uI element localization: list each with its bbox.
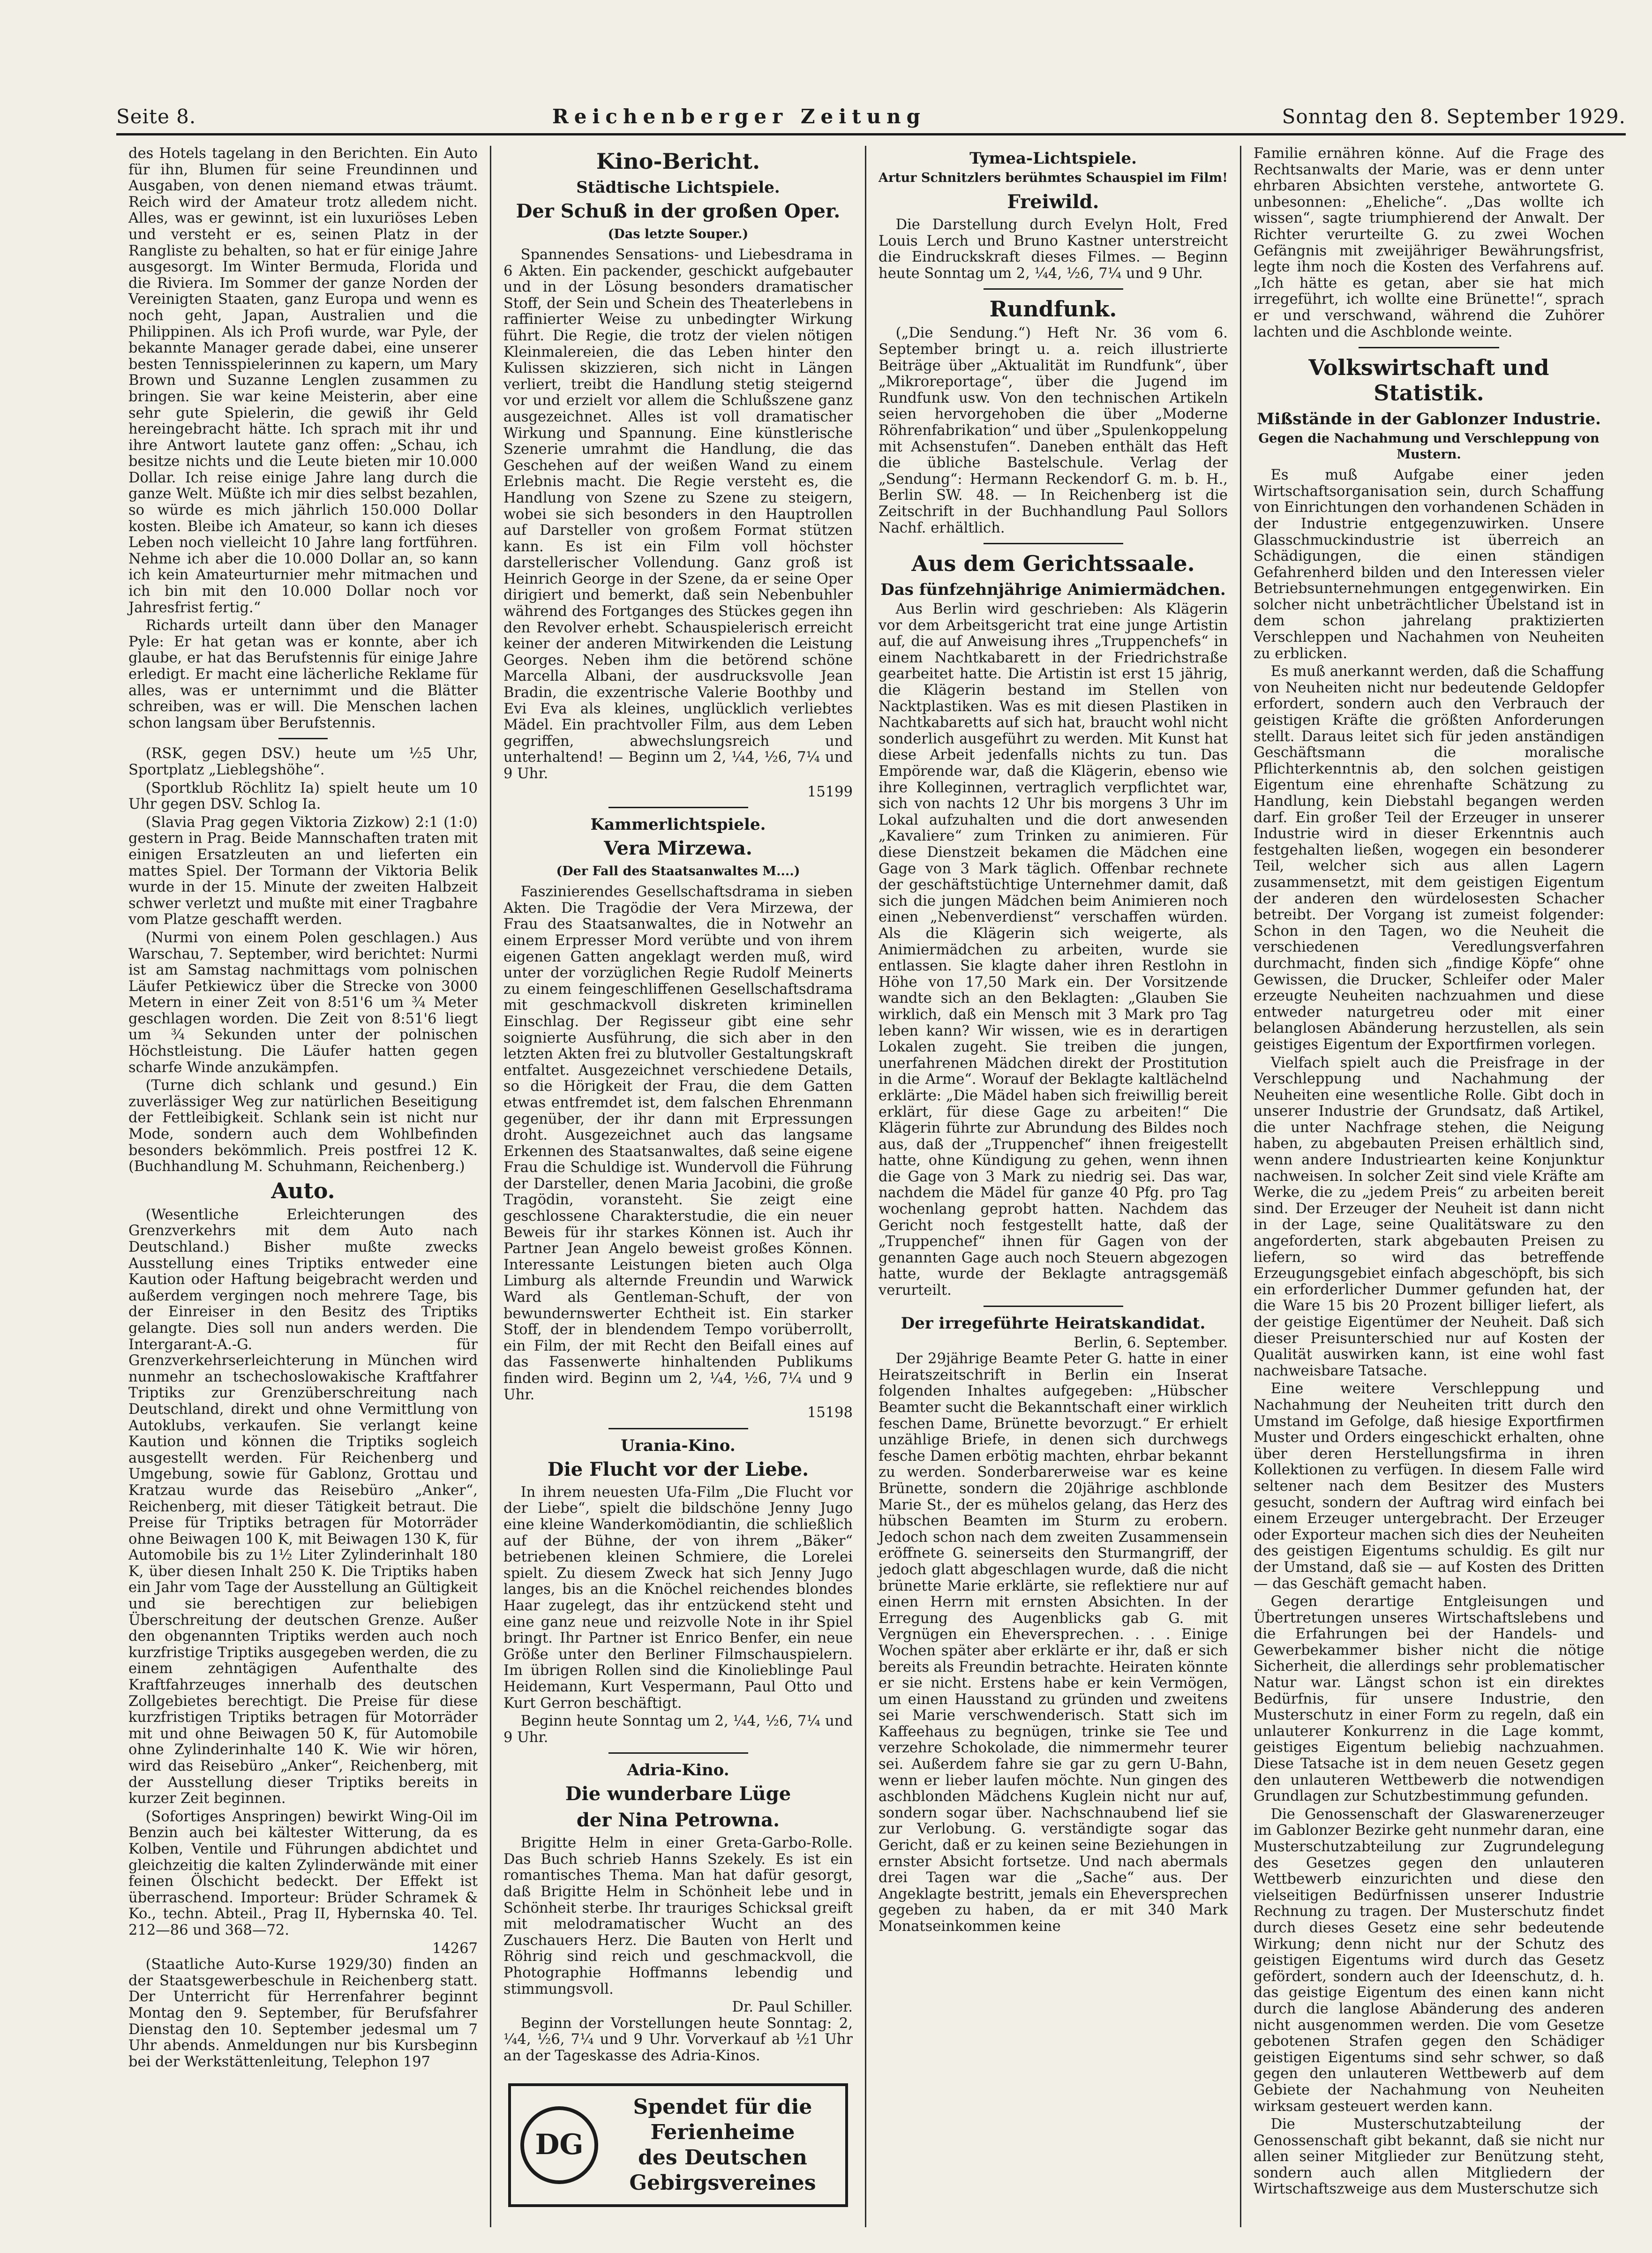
divider [608,1752,748,1754]
article-text: Die Musterschutzabteilung der Genossenschaft gibt bekannt, daß sie nicht nur allen seiner Mitglieder zur Benützung steht, sondern auch allen Mitgliedern der Wirtschaftszweige aus dem Musterschutze sich [1254,2116,1604,2198]
cinema-name: Adria-Kino. [627,1761,729,1780]
column-4 [1241,146,1616,2227]
article-text: des Hotels tagelang in den Berichten. Ein Auto für ihn, Blumen für seine Freundinnen und Ausgaben, von denen niemand etwas träumt. Reich wird der Amateur trotz alledem nicht. Alles, was er gewinnt, ist ein luxuriöses Leben und versteht er es, seinen Platz in der Rangliste zu behalten, so hat er für einige Jahre ausgesorgt. Im Winter Bermuda, Florida und die Riviera. Im Sommer der ganze Norden der Vereinigten Staaten, ganz Europa und wenn es noch geht, Japan, Australien und die Philippinen. Als ich Profi wurde, war Pyle, der bekannte Manager gerade dabei, eine unserer besten Tennisspielerinnen zu kapern, um Mary Brown und Suzanne Lenglen zusammen zu bringen. Sie war keine Meisterin, aber eine sehr gute Spielerin, die gewiß ihr Geld hereingebracht hätte. Ich sprach mit ihr und ihre Antwort lautete ganz offen: „Schau, ich besitze nichts und die Leute bieten mir 10.000 Dollar. Ich reise einige Jahre lang durch die ganze Welt. Müßte ich mir dies selbst bezahlen, so würde es mich jährlich 150.000 Dollar kosten. Bleibe ich Amateur, so kann ich dieses Leben noch vielleicht 10 Jahre lang fortführen. Nehme ich aber die 10.000 Dollar an, so kann ich kein Amateurturnier mehr mitmachen und ich bin mit den 10.000 Dollar noch vor Jahresfrist fertig.“ [128,146,478,616]
article-text: Es muß Aufgabe einer jeden Wirtschaftsorganisation sein, durch Schaffung von Einrichtungen den vorhandenen Schäden in der Industrie entgegenzuwirken. Unsere Glasschmuckindustrie ist überreich an Schädigungen, die einen ständigen Gefahrenherd bilden und den Interessen vieler Betriebsunternehmungen entgegenwirken. Ein solcher nicht unbeträchtlicher Übelstand ist in dem schon jahrelang praktizierten Verschleppen und Nachahmen von Neuheiten zu erblicken. [1254,467,1604,662]
article-text: Richards urteilt dann über den Manager Pyle: Er hat getan was er konnte, aber ich glaube, er hat das Berufstennis für einige Jahre erledigt. Er macht eine lächerliche Reklame für alles, was er unternimmt und die Blätter schreiben, was er will. Die Menschen lachen schon langsam über Berufstennis. [128,617,478,731]
columns [116,146,1626,2227]
film-title: Die wunderbare Lüge [565,1783,791,1805]
review-text: Beginn der Vorstellungen heute Sonntag: 2, ¼4, ½6, 7¼ und 9 Uhr. Vorverkauf ab ½1 Uhr an der Tageskasse des Adria-Kinos. [503,2015,853,2064]
film-title: Die Flucht vor der Liebe. [547,1458,809,1480]
review-text: In ihrem neuesten Ufa-Film „Die Flucht vor der Liebe“, spielt die bildschöne Jenny Jugo eine kleine Wanderkomödiantin, die schließlich auf der Bühne, der von ihrem „Bäker“ betriebenen kleinen Schmiere, die Lorelei spielt. Zu diesem Zweck hat sich Jenny Jugo langes, bis an die Knöchel reichendes blondes Haar zugelegt, das ihr entzückend steht und eine ganz neue und reizvolle Note in ihr Spiel bringt. Ihr Partner ist Enrico Benfer, ein neue Größe unter den Berliner Filmschauspielern. Im übrigen Rollen sind die Kinolieblinge Paul Heidemann, Kurt Vespermann, Paul Otto und Kurt Gerron beschäftigt. [503,1484,853,1712]
film-subtitle: (Der Fall des Staatsanwaltes M....) [556,864,800,879]
ad-line: des Deutschen [638,2145,807,2170]
article-subheadline: Gegen die Nachahmung und Verschleppung von Mustern. [1258,431,1599,462]
cinema-name: Städtische Lichtspiele. [576,178,780,197]
article-text: („Die Sendung.“) Heft Nr. 36 vom 6. September bringt u. a. reich illustrierte Beiträge über „Aktualität im Rundfunk“, über „Mikroreportage“, über die Jugend im Rundfunk usw. Von den technischen Artikeln seien hervorgehoben die über „Moderne Röhrenfabrikation“ und über „Spulenkoppelung mit Achsenstufen“. Daneben enthält das Heft die übliche Bastelschule. Verlag der „Sendung“: Hermann Reckendorf G. m. b. H., Berlin SW. 48. — In Reichenberg ist die Zeitschrift in der Buchhandlung Paul Sollors Nachf. erhältlich. [879,325,1228,536]
film-subtitle: (Das letzte Souper.) [608,227,749,241]
article-text: Eine weitere Verschleppung und Nachahmung der Neuheiten tritt durch den Umstand im Gefolge, daß hiesige Exportfirmen Muster und Orders eingeschickt erhalten, ohne über deren Herstellungsfirma in ihren Kollektionen zu verfügen. In diesem Falle wird seltener nach dem Besitzer des Musters gesucht, sondern der Auftrag wird einfach bei einem Erzeuger untergebracht. Der Erzeuger oder Exporteur machen sich dies der Neuheiten des geistigen Eigentums schuldig. Es gilt nur der Umstand, daß sie — auf Kosten des Dritten — das Geschäft gemacht haben. [1254,1381,1604,1592]
film-subtitle: Artur Schnitzlers berühmtes Schauspiel im Film! [879,171,1228,185]
review-text: Faszinierendes Gesellschaftsdrama in sieben Akten. Die Tragödie der Vera Mirzewa, der Frau des Staatsanwaltes, die in Notwehr an einem Erpresser Mord verübte und von ihrem eigenen Gatten angeklagt werden muß, wird unter der vorzüglichen Regie Rudolf Meinerts zu einem feingeschliffenen Gesellschaftsdrama mit geschmackvoll diskreten kriminellen Einschlag. Der Regisseur gibt eine sehr soignierte Ausführung, die sich aber in den letzten Akten frei zu blutvoller Gestaltungskraft entfaltet. Ausgezeichnet verschiedene Details, so die Hörigkeit der Frau, die dem Gatten etwas entfremdet ist, dem falschen Ehrenmann gegenüber, der ihr dann mit Erpressungen droht. Ausgezeichnet auch das langsame Erkennen des Staatsanwaltes, daß seine eigene Frau die Schuldige ist. Wundervoll die Führung der Darsteller, denen Maria Jacobini, die große Tragödin, voransteht. Sie zeigt eine geschlossene Charakterstudie, die ein neuer Beweis für ihr starkes Können ist. Auch ihr Partner Jean Angelo beweist großes Können. Interessante Leistungen bieten auch Olga Limburg als alternde Freundin und Warwick Ward als Gentleman-Schuft, der von bewundernswerter Echtheit ist. Ein starker Stoff, der in blendendem Tempo vorüberrollt, ein Film, der mit Recht den Beifall eines auf das Fassenwerte hinhaltenden Publikums finden wird. Beginn um 2, ¼4, ½6, 7¼ und 9 Uhr. [503,884,853,1403]
issue-date: Sonntag den 8. September 1929. [1282,105,1626,128]
article-headline: Das fünfzehnjährige Animiermädchen. [880,580,1226,600]
cinema-name: Tymea-Lichtspiele. [969,149,1137,168]
ad-line: Spendet für die [633,2095,812,2119]
article-text: (Staatliche Auto-Kurse 1929/30) finden an der Staatsgewerbeschule in Reichenberg statt. Der Unterricht für Herrenfahrer beginnt Montag den 9. September, für Berufsfahrer Dienstag den 10. September jedesmal um 7 Uhr abends. Anmeldungen nur bis Kursbeginn bei der Werkstättenleitung, Telephon 197 [128,1956,478,2070]
divider [1359,347,1499,348]
newspaper-title: Reichenberger Zeitung [552,105,926,128]
review-text: Spannendes Sensations- und Liebesdrama in 6 Akten. Ein packender, geschickt aufgebauter und in der Lösung besonders dramatischer Stoff, der Sein und Schein des Theaterlebens in raffinierter Weise zu unbedingter Wirkung führt. Die Regie, die trotz der vielen nötigen Kleinmalereien, die das Leben hinter den Kulissen skizzieren, sich nicht in Längen verliert, treibt die Handlung stetig steigernd vor und erzielt vor allem die Schlußszene ganz ausgezeichnet. Alles ist voll dramatischer Wirkung und Spannung. Eine künstlerische Szenerie umrahmt die Handlung, die das Geschehen auf der weißen Wand zu einem Erlebnis macht. Die Regie versteht es, die Handlung von Szene zu Szene zu steigern, wobei sie sich besonders in den Hauptrollen auf Darsteller von großem Format stützen kann. Es ist ein Film voll höchster darstellerischer Vollendung. Ganz groß ist Heinrich George in der Szene, da er seine Oper dirigiert und bemerkt, daß sein Nebenbuhler während des Fortganges des Stückes gegen ihn den Revolver erhebt. Schauspielerisch erreicht keiner der anderen Mitwirkenden die Leistung Georges. Neben ihm die betörend schöne Marcella Albani, der ausdrucksvolle Jean Bradin, die exzentrische Valerie Boothby und Evi Eva als kleines, unglücklich verliebtes Mädel. Ein prachtvoller Film, aus dem Leben gegriffen, abwechslungsreich und unterhaltend! — Beginn um 2, ¼4, ½6, 7¼ und 9 Uhr. [503,247,853,782]
dateline: Berlin, 6. September. [1074,1334,1228,1351]
review-author: Dr. Paul Schiller. [732,1999,853,2016]
sport-notice: (Sportklub Röchlitz Ia) spielt heute um 10 Uhr gegen DSV. Schlog Ia. [128,780,478,813]
masthead [116,107,1626,135]
section-title-auto: Auto. [271,1178,335,1203]
article-text: Familie ernähren könne. Auf die Frage des Rechtsanwalts der Marie, was er denn unter ehrbaren Absichten verstehe, antwortete G. unbesonnen: „Eheliche“. „Das wollte ich wissen“, sagte triumphierend der Anwalt. Der Richter verurteilte G. zu zwei Wochen Gefängnis mit zweijähriger Bewährungsfrist, legte ihm noch die Kosten des Verfahrens auf. „Ich hätte es getan, aber sie hat mich irregeführt, ich wollte eine Brünette!“, sprach er und verschwand, während die Zuhörer lachten und die Aschblonde weinte. [1254,146,1604,340]
cinema-name: Urania-Kino. [621,1436,736,1455]
article-text: Aus Berlin wird geschrieben: Als Klägerin vor dem Arbeitsgericht trat eine junge Artistin auf, die auf Anweisung ihres „Truppenchefs“ in einem Nachtkabarett in der Friedrichstraße gearbeitet hatte. Die Artistin ist erst 15 jährig, die Klägerin bestand im Stellen von Nacktplastiken. Was es mit diesen Plastiken in Nachtkabaretts auf sich hat, braucht wohl nicht sonderlich ausgeführt zu werden. Mit Kunst hat diese Arbeit jedenfalls nichts zu tun. Das Empörende war, daß die Klägerin, ebenso wie ihre Kolleginnen, vertraglich verpflichtet war, sich von nachts 12 Uhr bis morgens 3 Uhr im Lokal aufzuhalten und die dort anwesenden „Kavaliere“ zum Trinken zu animieren. Für diese Dienstzeit bekamen die Mädchen eine Gage von 3 Mark täglich. Offenbar rechnete der geschäftstüchtige Unternehmer damit, daß sich die jungen Mädchen beim Animieren noch einen „Nebenverdienst“ verschaffen würden. Als die Klägerin sich weigerte, als Animiermädchen zu arbeiten, wurde sie entlassen. Sie klagte daher ihren Restlohn in Höhe von 17,50 Mark ein. Der Vorsitzende wandte sich an den Beklagten: „Glauben Sie wirklich, daß ein Mensch mit 3 Mark pro Tag leben kann? Wir wissen, wie es in derartigen Lokalen zugeht. Sie treiben die jungen, unerfahrenen Mädchen direkt der Prostitution in die Arme“. Worauf der Beklagte kaltlächelnd erklärte: „Die Mädel haben sich freiwillig bereit erklärt, für diese Gage zu arbeiten!“ Die Klägerin führte zur Abrundung des Bildes noch aus, daß der „Truppenchef“ ihnen freigestellt hatte, ohne Kündigung zu gehen, wenn ihnen die Gage von 3 Mark zu niedrig sei. Das war, nachdem die Mädel für ganze 40 Pfg. pro Tag wochenlang geprobt hatten. Nachdem das Gericht noch festgestellt hatte, daß der „Truppenchef“ ihnen für Gagen von der genannten Gage auch noch Steuern abgezogen hatte, wurde der Beklagte antragsgemäß verurteilt. [879,601,1228,1299]
section-title-court: Aus dem Gerichtssaale. [911,551,1195,577]
review-text: Beginn heute Sonntag um 2, ¼4, ½6, 7¼ und 9 Uhr. [503,1713,853,1746]
section-title-rundfunk: Rundfunk. [989,296,1117,322]
page-number: Seite 8. [116,105,196,128]
review-text: Die Darstellung durch Evelyn Holt, Fred Louis Lerch und Bruno Kastner unterstreicht die Eindruckskraft dieses Filmes. — Beginn heute Sonntag um 2, ¼4, ½6, 7¼ und 9 Uhr. [879,217,1228,282]
film-title: Vera Mirzewa. [604,837,752,860]
article-text: Vielfach spielt auch die Preisfrage in der Verschleppung und Nachahmung der Neuheiten eine wesentliche Rolle. Gibt doch in unserer Industrie der Grundsatz, daß Artikel, die unter Nachfrage stehen, die Neigung haben, zu abgebauten Preisen erhältlich sind, wenn andere Industriearten keine Konjunktur nachweisen. In solcher Zeit sind viele Kräfte am Werke, die zu „jedem Preis“ zu arbeiten bereit sind. Der Erzeuger der Neuheit ist dann nicht in der Lage, seine Qualitätsware zu den angeforderten, stark abgebauten Preisen zu liefern, so wird das betreffende Erzeugungsgebiet einfach abgeschöpft, bis sich ein erforderlicher Dummer gefunden hat, der die Ware 15 bis 20 Prozent billiger liefert, als der geistige Eigentümer der Neuheit. Daß sich dieser Preisunterschied nur auf Kosten der Qualität auswirken kann, ist eine wohl fast nachweisbare Tatsache. [1254,1054,1604,1379]
sport-notice: (Turne dich schlank und gesund.) Ein zuverlässiger Weg zur natürlichen Beseitigung der Fettleibigkeit. Schlank sein ist nicht nur Mode, sondern auch dem Wohlbefinden besonders bekömmlich. Preis postfrei 12 K. (Buchhandlung M. Schuhmann, Reichenberg.) [128,1077,478,1175]
article-text: (Wesentliche Erleichterungen des Grenzverkehrs mit dem Auto nach Deutschland.) Bisher mußte zwecks Ausstellung eines Triptiks entweder eine Kaution oder Haftung beigebracht werden und außerdem vergingen noch mehrere Tage, bis der Einreiser in den Besitz des Triptiks gelangte. Dies soll nun anders werden. Die Intergarant-A.-G. für Grenzverkehrserleichterung in München wird nunmehr an tschechoslowakische Kraftfahrer Triptiks zur Grenzüberschreitung nach Deutschland, direkt und ohne Vermittlung von Autoklubs, verkaufen. Sie verlangt keine Kaution und können die Triptiks sogleich ausgestellt werden. Für Reichenberg und Umgebung, sowie für Gablonz, Grottau und Kratzau wurde das Reisebüro „Anker“, Reichenberg, mit dieser Tätigkeit betraut. Die Preise für Triptiks betragen für Motorräder ohne Beiwagen 100 K, mit Beiwagen 130 K, für Automobile bis zu 1½ Liter Zylinderinhalt 180 K, über diesen Inhalt 250 K. Die Triptiks haben ein Jahr vom Tage der Ausstellung an Gültigkeit und sie berechtigen zur beliebigen Überschreitung der deutschen Grenze. Außer den obgenannten Triptiks werden auch noch kurzfristige Triptiks ausgegeben werden, die zu einem zehntägigen Aufenthalte des Kraftfahrzeuges innerhalb des deutschen Zollgebietes berechtigt. Die Preise für diese kurzfristigen Triptiks betragen für Motorräder mit und ohne Beiwagen 50 K, für Automobile ohne Zylinderinhalte 140 K. Wie wir hören, wird das Reisebüro „Anker“, Reichenberg, mit der Ausstellung dieser Triptiks bereits in kurzer Zeit beginnen. [128,1206,478,1807]
article-text: Der 29jährige Beamte Peter G. hatte in einer Heiratszeitschrift in Berlin ein Inserat folgenden Inhaltes aufgegeben: „Hübscher Beamter sucht die Bekanntschaft einer wirklich feschen Dame, Brünette bevorzugt.“ Er erhielt unzählige Briefe, in denen sich durchwegs fesche Damen erbötig machten, ehrbar bekannt zu werden. Sonderbarerweise war es keine Brünette, sondern die 20jährige aschblonde Marie St., der es mühelos gelang, das Herz des hübschen Beamten im Sturm zu erobern. Jedoch schon nach dem zweiten Zusammensein eröffnete G. seinerseits den Sturmangriff, der jedoch glatt abgeschlagen wurde, daß die nicht brünette Marie erklärte, sie reflektiere nur auf einen Herrn mit ernsten Absichten. In der Erregung des Augenblicks gab G. mit Vergnügen ein Eheversprechen. . . . Einige Wochen später aber erklärte er ihr, daß er sich bereits als Freundin betrachte. Heiraten könnte er sie nicht. Erstens habe er kein Vermögen, um einen Hausstand zu gründen und zweitens sei Marie verschwenderisch. Statt sich im Kaffeehaus zu begnügen, trinke sie Tee und verzehre Schokolade, die nimmermehr teurer sei. Außerdem fahre sie gar zu gern U-Bahn, wenn er lieber laufen möchte. Nun gingen des aschblonden Mädchens Kuglein nicht nur auf, sondern sogar über. Nachschnaubend lief sie zur Verlobung. G. verständigte sogar das Gericht, daß er zu keinen seine Beziehungen in ernster Absicht fortsetze. Und nach abermals drei Tagen war die „Sache“ aus. Der Angeklagte bestritt, jemals ein Eheversprechen gegeben zu haben, da er mit 340 Mark Monatseinkommen keine [879,1351,1228,1935]
divider [984,1306,1123,1307]
film-title: Der Schuß in der großen Oper. [516,200,841,222]
ad-number: 15198 [807,1404,853,1421]
film-title: der Nina Petrowna. [576,1809,780,1832]
column-2 [491,146,866,2227]
divider [984,288,1123,290]
divider [608,1428,748,1429]
ad-line: Ferienheime [650,2120,795,2144]
review-text: Brigitte Helm in einer Greta-Garbo-Rolle. Das Buch schrieb Hanns Szekely. Es ist ein romantisches Thema. Man hat dafür gesorgt, daß Brigitte Helm in Schönheit lebe und in Schönheit sterbe. Ihr trauriges Schicksal greift mit melodramatischer Wucht an des Zuschauers Herz. Die Bauten von Herlt und Röhrig sind reich und geschmackvoll, die Photographie Hoffmanns lebendig und stimmungsvoll. [503,1835,853,1998]
section-title-economy: Volkswirtschaft und Statistik. [1308,355,1549,406]
ad-number: 15199 [807,783,853,800]
sport-notice: (Nurmi von einem Polen geschlagen.) Aus Warschau, 7. September, wird berichtet: Nurmi ist am Samstag nachmittags vom polnischen Läufer Petkiewicz über die Strecke von 3000 Metern in einer Zeit von 8:51'6 um ¾ Meter geschlagen worden. Die Zeit von 8:51'6 liegt um ¾ Sekunden unter der polnischen Höchstleistung. Die Läufer hatten gegen scharfe Winde anzukämpfen. [128,929,478,1076]
section-title-kino: Kino-Bericht. [596,149,760,174]
article-headline: Der irregeführte Heiratskandidat. [901,1314,1206,1333]
article-text: Es muß anerkannt werden, daß die Schaffung von Neuheiten nicht nur bedeutende Geldopfer erfordert, sondern auch den Verbrauch der geistigen Kräfte die größten Anforderungen stellt. Daraus leitet sich für jeden anständigen Geschäftsmann die moralische Pflichterkenntnis ab, den solchen geistigen Eigentum eine ehrenhafte Schätzung zu Handlung, kein Diebstahl begangen werden darf. Ein großer Teil der Erzeuger in unserer Industrie wird in dieser Erkenntnis auch festgehalten ließen, wogegen ein besonderer Teil, welcher sich aus allen Lagern zusammensetzt, mit dem geistigen Eigentum der anderen den würdelosesten Schacher betreibt. Der Vorgang ist zumeist folgender: Schon in den Tagen, wo die Neuheit die verschiedenen Veredlungsverfahren durchmacht, finden sich „findige Köpfe“ ohne Gewissen, die Drucker, Schleifer oder Maler erzeugte Neuheiten nachzuahmen und diese entweder naturgetreu oder mit einer belanglosen Abänderung herzustellen, als sein geistiges Eigentum der Exportfirmen vorlegen. [1254,663,1604,1053]
cinema-name: Kammerlichtspiele. [590,815,766,834]
article-headline: Mißstände in der Gablonzer Industrie. [1257,410,1601,429]
column-1 [116,146,491,2227]
ad-number: 14267 [432,1940,478,1957]
sport-notice: (Slavia Prag gegen Viktoria Zizkow) 2:1 (1:0) gestern in Prag. Beide Mannschaften traten mit einigen Ersatzleuten an und lieferten ein mattes Spiel. Der Tormann der Viktoria Belik wurde in der 15. Minute der zweiten Halbzeit schwer verletzt und mußte mit einer Tragbahre vom Platze geschafft werden. [128,814,478,928]
divider [984,543,1123,544]
column-3 [866,146,1241,2227]
article-text: Die Genossenschaft der Glaswarenerzeuger im Gablonzer Bezirke geht nunmehr daran, eine Musterschutzabteilung zur Zugrundelegung des Gesetzes gegen den unlauteren Wettbewerb einzurichten und diese den vielseitigen Bedürfnissen unserer Industrie Rechnung zu tragen. Der Musterschutz findet durch dieses Gesetz eine sehr bedeutende Wirkung; denn nicht nur der Schutz des geistigen Eigentums wird durch das Gesetz gefördert, sondern auch der Ideenschutz, d. h. das geistige Eigentum des einen kann nicht durch die langlose Abänderung des anderen nicht ausgenommen werden. Die vom Gesetze gebotenen Strafen gegen den Schädiger geistigen Eigentums sind sehr schwer, so daß gegen den unlauteren Wettbewerb auf dem Gebiete der Nachahmung von Neuheiten wirksam gesteuert werden kann. [1254,1806,1604,2115]
divider [608,807,748,808]
ad-line: Gebirgsvereines [629,2170,816,2195]
divider [278,738,327,739]
donation-advertisement [508,2083,848,2207]
ad-text [609,2095,836,2196]
article-text: Gegen derartige Entgleisungen und Übertretungen unseres Wirtschaftslebens und die Erfahrungen bei der Handels- und Gewerbekammer bisher nicht die nötige Sicherheit, die allerdings sehr problematischer Natur war. Längst schon ist ein direktes Bedürfnis, für unsere Industrie, den Musterschutz in einer Form zu regeln, daß ein unlauterer Konkurrenz in die Lage kommt, geistiges Eigentum beliebig nachzuahmen. Diese Tatsache ist in dem neuen Gesetz gegen den unlauteren Wettbewerb die notwendigen Grundlagen zur Schutzbestimmung gefunden. [1254,1593,1604,1805]
sport-notice: (RSK, gegen DSV.) heute um ½5 Uhr, Sportplatz „Lieblegshöhe“. [128,745,478,778]
club-emblem-icon: DG [520,2106,598,2184]
film-title: Freiwild. [1007,191,1099,213]
article-text: (Sofortiges Anspringen) bewirkt Wing-Oil im Benzin auch bei kältester Witterung, da es Kolben, Ventile und Führungen abdichtet und gleichzeitig die kalten Zylinderwände mit einer feinen Ölschicht bedeckt. Der Effekt ist überraschend. Importeur: Brüder Schramek & Ko., techn. Abteil., Prag II, Hybernska 40. Tel. 212—86 und 368—72. [128,1808,478,1938]
